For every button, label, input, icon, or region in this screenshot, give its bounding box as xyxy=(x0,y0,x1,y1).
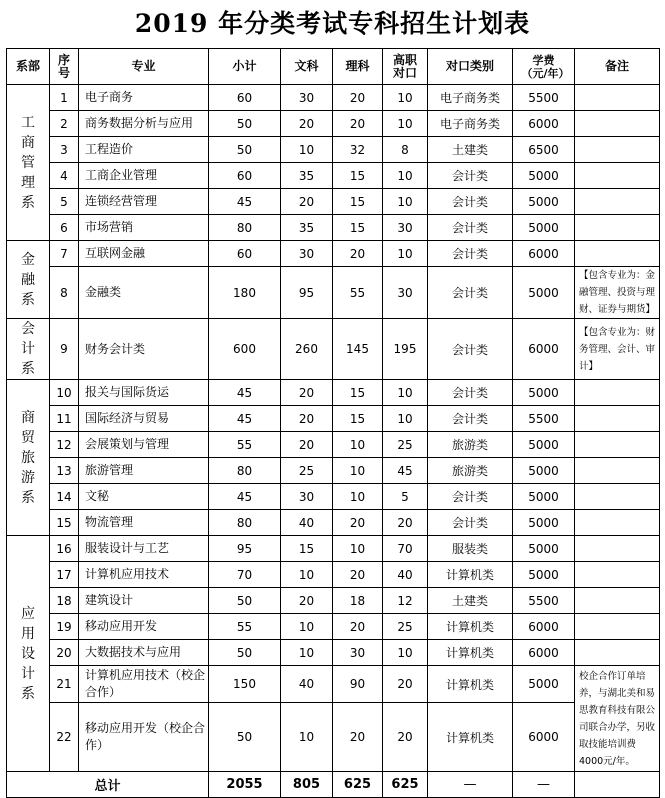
row-note xyxy=(575,458,660,484)
row-note xyxy=(575,380,660,406)
row-major: 金融类 xyxy=(79,267,209,319)
header-row xyxy=(7,49,660,85)
row-arts: 35 xyxy=(281,163,333,189)
row-note: 【包含专业为：金融管理、投资与理财、证券与期货】 xyxy=(575,267,660,319)
row-arts: 40 xyxy=(281,510,333,536)
table-row xyxy=(7,432,660,458)
row-note xyxy=(575,588,660,614)
row-major: 报关与国际货运 xyxy=(79,380,209,406)
row-science: 10 xyxy=(333,432,383,458)
row-subtotal: 60 xyxy=(209,85,281,111)
row-fee: 5000 xyxy=(513,267,575,319)
row-voc: 10 xyxy=(383,189,428,215)
row-fee: 5000 xyxy=(513,380,575,406)
table-row xyxy=(7,562,660,588)
row-category: 计算机类 xyxy=(428,562,513,588)
table-row xyxy=(7,458,660,484)
row-no: 22 xyxy=(50,703,79,772)
row-category: 电子商务类 xyxy=(428,85,513,111)
total-category: — xyxy=(428,772,513,798)
row-fee: 5000 xyxy=(513,189,575,215)
row-fee: 6000 xyxy=(513,241,575,267)
table-row xyxy=(7,380,660,406)
row-voc: 25 xyxy=(383,432,428,458)
row-fee: 6000 xyxy=(513,703,575,772)
row-major: 市场营销 xyxy=(79,215,209,241)
row-category: 土建类 xyxy=(428,588,513,614)
row-arts: 260 xyxy=(281,319,333,380)
row-subtotal: 150 xyxy=(209,666,281,703)
row-subtotal: 50 xyxy=(209,588,281,614)
dept-cell xyxy=(7,380,50,536)
row-no: 9 xyxy=(50,319,79,380)
row-fee: 6500 xyxy=(513,137,575,163)
table-row xyxy=(7,189,660,215)
row-science: 15 xyxy=(333,163,383,189)
col-header-no xyxy=(50,49,79,85)
row-science: 20 xyxy=(333,111,383,137)
row-note xyxy=(575,614,660,640)
row-category: 会计类 xyxy=(428,189,513,215)
row-science: 32 xyxy=(333,137,383,163)
row-fee: 5500 xyxy=(513,85,575,111)
row-voc: 5 xyxy=(383,484,428,510)
row-science: 20 xyxy=(333,85,383,111)
row-arts: 20 xyxy=(281,406,333,432)
row-voc: 70 xyxy=(383,536,428,562)
total-fee: — xyxy=(513,772,575,798)
col-header-note: 备注 xyxy=(575,49,660,85)
row-no: 20 xyxy=(50,640,79,666)
row-voc: 10 xyxy=(383,163,428,189)
row-science: 55 xyxy=(333,267,383,319)
row-note xyxy=(575,241,660,267)
row-major: 物流管理 xyxy=(79,510,209,536)
row-voc: 45 xyxy=(383,458,428,484)
col-header-category: 对口类别 xyxy=(428,49,513,85)
table-row xyxy=(7,267,660,319)
row-major: 工商企业管理 xyxy=(79,163,209,189)
row-no: 3 xyxy=(50,137,79,163)
row-subtotal: 60 xyxy=(209,241,281,267)
row-fee: 5000 xyxy=(513,536,575,562)
row-major: 大数据技术与应用 xyxy=(79,640,209,666)
table-row xyxy=(7,111,660,137)
row-note xyxy=(575,640,660,666)
table-row xyxy=(7,640,660,666)
row-arts: 20 xyxy=(281,380,333,406)
row-category: 服装类 xyxy=(428,536,513,562)
row-arts: 15 xyxy=(281,536,333,562)
row-voc: 195 xyxy=(383,319,428,380)
row-arts: 30 xyxy=(281,85,333,111)
row-category: 旅游类 xyxy=(428,458,513,484)
row-category: 计算机类 xyxy=(428,703,513,772)
row-science: 20 xyxy=(333,614,383,640)
row-no: 12 xyxy=(50,432,79,458)
row-voc: 25 xyxy=(383,614,428,640)
row-category: 会计类 xyxy=(428,241,513,267)
row-no: 15 xyxy=(50,510,79,536)
row-subtotal: 50 xyxy=(209,640,281,666)
dept-name: 工商管理系 xyxy=(21,114,35,211)
table-row xyxy=(7,137,660,163)
row-note xyxy=(575,406,660,432)
row-major: 工程造价 xyxy=(79,137,209,163)
row-voc: 40 xyxy=(383,562,428,588)
dept-name: 会计系 xyxy=(21,321,35,377)
row-science: 10 xyxy=(333,536,383,562)
row-science: 20 xyxy=(333,510,383,536)
row-major: 服装设计与工艺 xyxy=(79,536,209,562)
row-note xyxy=(575,484,660,510)
table-row xyxy=(7,484,660,510)
row-no: 14 xyxy=(50,484,79,510)
row-fee: 5500 xyxy=(513,588,575,614)
row-voc: 10 xyxy=(383,111,428,137)
row-category: 土建类 xyxy=(428,137,513,163)
table-row xyxy=(7,406,660,432)
row-fee: 5000 xyxy=(513,666,575,703)
row-science: 18 xyxy=(333,588,383,614)
row-category: 会计类 xyxy=(428,380,513,406)
row-subtotal: 60 xyxy=(209,163,281,189)
total-label: 总计 xyxy=(7,772,209,798)
row-science: 30 xyxy=(333,640,383,666)
row-fee: 5000 xyxy=(513,484,575,510)
dept-name: 金融系 xyxy=(21,251,35,308)
table-row xyxy=(7,536,660,562)
row-note xyxy=(575,215,660,241)
row-voc: 20 xyxy=(383,666,428,703)
row-note xyxy=(575,137,660,163)
row-arts: 10 xyxy=(281,640,333,666)
col-header-no-text: 序号 xyxy=(57,52,70,80)
col-header-fee-text: 学费（元/年） xyxy=(521,53,570,80)
row-category: 电子商务类 xyxy=(428,111,513,137)
row-subtotal: 50 xyxy=(209,111,281,137)
row-science: 20 xyxy=(333,703,383,772)
total-voc: 625 xyxy=(383,772,428,798)
row-arts: 10 xyxy=(281,562,333,588)
row-subtotal: 50 xyxy=(209,703,281,772)
row-major: 财务会计类 xyxy=(79,319,209,380)
row-note xyxy=(575,111,660,137)
table-row xyxy=(7,614,660,640)
row-subtotal: 180 xyxy=(209,267,281,319)
row-arts: 20 xyxy=(281,111,333,137)
row-category: 会计类 xyxy=(428,510,513,536)
row-arts: 10 xyxy=(281,137,333,163)
row-no: 16 xyxy=(50,536,79,562)
row-science: 15 xyxy=(333,215,383,241)
row-fee: 6000 xyxy=(513,111,575,137)
table-row xyxy=(7,666,660,703)
row-category: 计算机类 xyxy=(428,640,513,666)
row-note xyxy=(575,189,660,215)
row-science: 15 xyxy=(333,189,383,215)
total-subtotal: 2055 xyxy=(209,772,281,798)
row-voc: 30 xyxy=(383,215,428,241)
row-no: 2 xyxy=(50,111,79,137)
enrollment-plan-table xyxy=(6,48,660,798)
col-header-major: 专业 xyxy=(79,49,209,85)
row-science: 15 xyxy=(333,380,383,406)
row-voc: 10 xyxy=(383,380,428,406)
row-subtotal: 70 xyxy=(209,562,281,588)
row-arts: 30 xyxy=(281,241,333,267)
row-subtotal: 80 xyxy=(209,215,281,241)
row-science: 20 xyxy=(333,562,383,588)
table-row xyxy=(7,241,660,267)
row-voc: 10 xyxy=(383,406,428,432)
row-fee: 6000 xyxy=(513,319,575,380)
row-science: 90 xyxy=(333,666,383,703)
row-no: 11 xyxy=(50,406,79,432)
row-arts: 20 xyxy=(281,588,333,614)
row-note xyxy=(575,562,660,588)
row-arts: 30 xyxy=(281,484,333,510)
dept-cell xyxy=(7,536,50,772)
row-major: 移动应用开发（校企合作） xyxy=(79,703,209,772)
row-voc: 10 xyxy=(383,85,428,111)
row-voc: 20 xyxy=(383,703,428,772)
dept-name: 商贸旅游系 xyxy=(21,409,35,506)
row-major: 建筑设计 xyxy=(79,588,209,614)
row-science: 10 xyxy=(333,458,383,484)
row-category: 会计类 xyxy=(428,406,513,432)
row-science: 20 xyxy=(333,241,383,267)
row-fee: 5000 xyxy=(513,163,575,189)
row-no: 19 xyxy=(50,614,79,640)
col-header-fee xyxy=(513,49,575,85)
row-note xyxy=(575,536,660,562)
row-no: 18 xyxy=(50,588,79,614)
row-note xyxy=(575,432,660,458)
row-major: 会展策划与管理 xyxy=(79,432,209,458)
row-science: 145 xyxy=(333,319,383,380)
row-subtotal: 45 xyxy=(209,380,281,406)
row-voc: 8 xyxy=(383,137,428,163)
row-voc: 10 xyxy=(383,640,428,666)
col-header-dept: 系部 xyxy=(7,49,50,85)
row-arts: 35 xyxy=(281,215,333,241)
row-arts: 25 xyxy=(281,458,333,484)
row-fee: 5000 xyxy=(513,458,575,484)
row-category: 计算机类 xyxy=(428,614,513,640)
row-science: 10 xyxy=(333,484,383,510)
row-subtotal: 600 xyxy=(209,319,281,380)
table-row xyxy=(7,85,660,111)
row-subtotal: 80 xyxy=(209,510,281,536)
col-header-science: 理科 xyxy=(333,49,383,85)
total-note xyxy=(575,772,660,798)
row-no: 21 xyxy=(50,666,79,703)
row-category: 会计类 xyxy=(428,267,513,319)
table-row xyxy=(7,163,660,189)
row-fee: 5000 xyxy=(513,510,575,536)
row-voc: 10 xyxy=(383,241,428,267)
total-row xyxy=(7,772,660,798)
row-note xyxy=(575,163,660,189)
row-science: 15 xyxy=(333,406,383,432)
row-no: 17 xyxy=(50,562,79,588)
row-subtotal: 45 xyxy=(209,484,281,510)
row-category: 会计类 xyxy=(428,319,513,380)
row-arts: 10 xyxy=(281,614,333,640)
row-major: 计算机应用技术 xyxy=(79,562,209,588)
row-fee: 6000 xyxy=(513,614,575,640)
row-voc: 30 xyxy=(383,267,428,319)
table-row xyxy=(7,215,660,241)
dept-cell xyxy=(7,85,50,241)
shared-note: 校企合作订单培养，与湖北美和易思教育科技有限公司联合办学，另收取技能培训费4000元/年。 xyxy=(575,666,660,772)
row-subtotal: 45 xyxy=(209,189,281,215)
row-major: 电子商务 xyxy=(79,85,209,111)
row-note xyxy=(575,510,660,536)
row-subtotal: 80 xyxy=(209,458,281,484)
row-category: 旅游类 xyxy=(428,432,513,458)
col-header-voc xyxy=(383,49,428,85)
row-category: 会计类 xyxy=(428,215,513,241)
row-no: 1 xyxy=(50,85,79,111)
row-major: 移动应用开发 xyxy=(79,614,209,640)
row-subtotal: 55 xyxy=(209,614,281,640)
dept-cell xyxy=(7,319,50,380)
row-subtotal: 95 xyxy=(209,536,281,562)
col-header-voc-text: 高职对口 xyxy=(392,52,417,80)
row-major: 商务数据分析与应用 xyxy=(79,111,209,137)
row-major: 旅游管理 xyxy=(79,458,209,484)
row-arts: 20 xyxy=(281,432,333,458)
row-major: 国际经济与贸易 xyxy=(79,406,209,432)
row-subtotal: 45 xyxy=(209,406,281,432)
row-subtotal: 50 xyxy=(209,137,281,163)
row-no: 10 xyxy=(50,380,79,406)
row-arts: 10 xyxy=(281,703,333,772)
row-category: 计算机类 xyxy=(428,666,513,703)
table-row xyxy=(7,510,660,536)
row-major: 互联网金融 xyxy=(79,241,209,267)
table-row xyxy=(7,703,660,772)
row-fee: 5000 xyxy=(513,562,575,588)
row-note xyxy=(575,85,660,111)
row-fee: 6000 xyxy=(513,640,575,666)
row-voc: 20 xyxy=(383,510,428,536)
dept-name: 应用设计系 xyxy=(21,605,35,702)
row-note: 【包含专业为：财务管理、会计、审计】 xyxy=(575,319,660,380)
row-arts: 40 xyxy=(281,666,333,703)
row-major: 计算机应用技术（校企合作） xyxy=(79,666,209,703)
row-no: 6 xyxy=(50,215,79,241)
row-no: 8 xyxy=(50,267,79,319)
row-fee: 5000 xyxy=(513,432,575,458)
total-science: 625 xyxy=(333,772,383,798)
col-header-subtotal: 小计 xyxy=(209,49,281,85)
row-voc: 12 xyxy=(383,588,428,614)
row-arts: 20 xyxy=(281,189,333,215)
row-subtotal: 55 xyxy=(209,432,281,458)
col-header-arts: 文科 xyxy=(281,49,333,85)
row-fee: 5500 xyxy=(513,406,575,432)
row-category: 会计类 xyxy=(428,163,513,189)
row-no: 7 xyxy=(50,241,79,267)
row-fee: 5000 xyxy=(513,215,575,241)
page-title: 2019 年分类考试专科招生计划表 xyxy=(134,9,531,38)
row-arts: 95 xyxy=(281,267,333,319)
row-no: 5 xyxy=(50,189,79,215)
row-no: 13 xyxy=(50,458,79,484)
row-major: 文秘 xyxy=(79,484,209,510)
dept-cell xyxy=(7,241,50,319)
row-category: 会计类 xyxy=(428,484,513,510)
table-row xyxy=(7,588,660,614)
total-arts: 805 xyxy=(281,772,333,798)
table-row xyxy=(7,319,660,380)
row-major: 连锁经营管理 xyxy=(79,189,209,215)
row-no: 4 xyxy=(50,163,79,189)
